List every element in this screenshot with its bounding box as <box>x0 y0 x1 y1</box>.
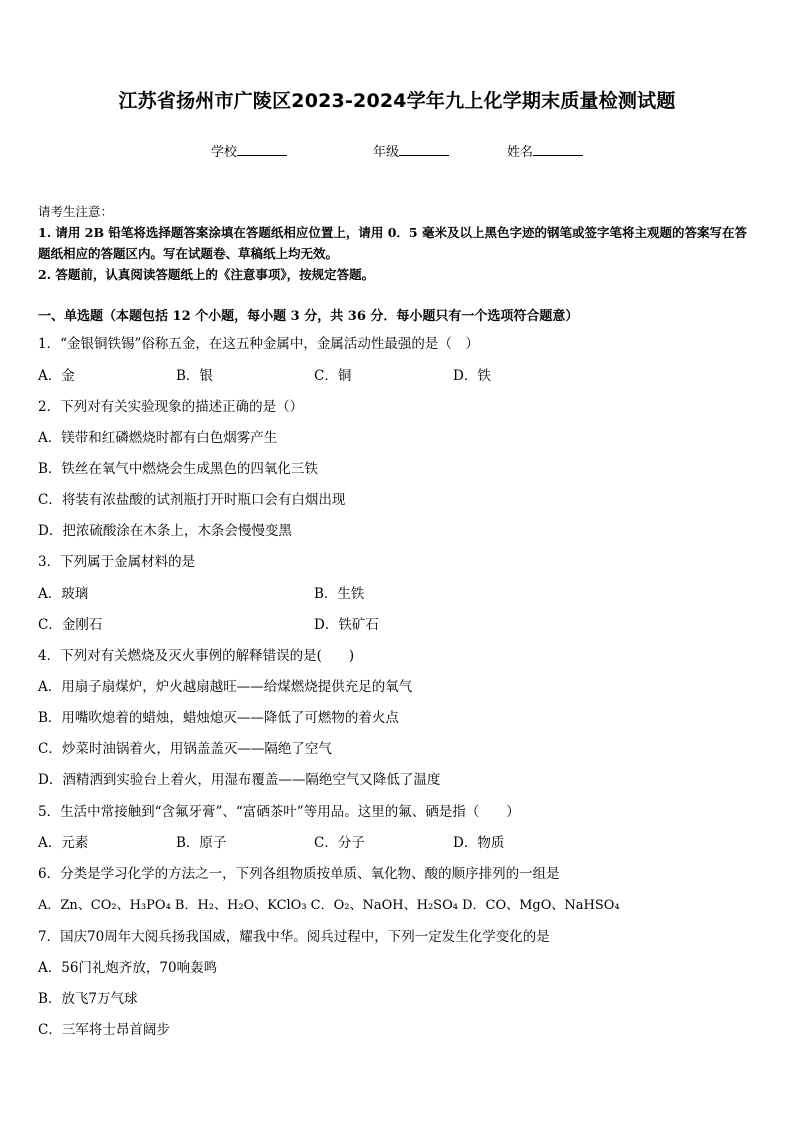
question-5-stem: 5．生活中常接触到“含氟牙膏”、“富硒茶叶”等用品。这里的氟、硒是指（ ） <box>38 804 520 820</box>
question-1-option-c: C．铜 <box>314 368 352 384</box>
grade-label: 年级 <box>373 145 400 160</box>
notice-item-1: 1. 请用 2B 铅笔将选择题答案涂填在答题纸相应位置上，请用 0．5 毫米及以上黑色字迹的钢笔或签字笔将主观题的答案写在答题纸相应的答题区内。写在试题卷、草稿纸上均无效。 <box>38 225 747 261</box>
question-3-stem: 3．下列属于金属材料的是 <box>38 554 196 570</box>
page-title: 江苏省扬州市广陵区2023-2024学年九上化学期末质量检测试题 <box>118 90 676 112</box>
question-5-option-d: D．物质 <box>453 835 505 851</box>
question-7-option-a: A．56门礼炮齐放，70响轰鸣 <box>38 960 218 976</box>
question-5-option-a: A．元素 <box>38 835 89 851</box>
question-6-stem: 6．分类是学习化学的方法之一，下列各组物质按单质、氧化物、酸的顺序排列的一组是 <box>38 866 560 882</box>
section-title: 一、单选题 <box>38 309 104 324</box>
question-4-stem: 4．下列对有关燃烧及灭火事例的解释错误的是( ) <box>38 648 355 664</box>
grade-field <box>373 141 449 160</box>
question-5-option-c: C．分子 <box>314 835 365 851</box>
name-blank <box>533 143 583 156</box>
section-desc: （本题包括 12 个小题，每小题 3 分，共 36 分．每小题只有一个选项符合题意） <box>103 309 579 324</box>
question-4-option-a: A．用扇子扇煤炉，炉火越扇越旺——给煤燃烧提供充足的氧气 <box>38 679 413 695</box>
question-3-option-b: B．生铁 <box>314 586 365 602</box>
question-2-option-a: A．镁带和红磷燃烧时都有白色烟雾产生 <box>38 430 278 446</box>
school-field <box>211 141 287 160</box>
question-2-option-c: C．将装有浓盐酸的试剂瓶打开时瓶口会有白烟出现 <box>38 492 346 508</box>
notice-heading: 请考生注意： <box>38 204 114 219</box>
question-1-stem: 1．“金银铜铁锡”俗称五金，在这五种金属中，金属活动性最强的是（ ） <box>38 336 479 352</box>
question-1-option-d: D．铁 <box>453 368 491 384</box>
question-6-options: A．Zn、CO₂、H₃PO₄ B．H₂、H₂O、KClO₃ C．O₂、NaOH、H₂SO₄ D．CO、MgO、NaHSO₄ <box>38 898 620 913</box>
question-4-option-b: B．用嘴吹熄着的蜡烛，蜡烛熄灭——降低了可燃物的着火点 <box>38 710 399 726</box>
notice-item-2: 2. 答题前，认真阅读答题纸上的《注意事项》，按规定答题。 <box>38 267 375 282</box>
question-3-option-d: D．铁矿石 <box>314 617 379 633</box>
question-1-option-b: B．银 <box>176 368 213 384</box>
notice-block <box>38 201 758 285</box>
section-heading <box>38 305 578 324</box>
question-4-option-d: D．酒精洒到实验台上着火，用湿布覆盖——隔绝空气又降低了温度 <box>38 772 441 788</box>
question-2-option-b: B．铁丝在氧气中燃烧会生成黑色的四氧化三铁 <box>38 461 318 477</box>
question-2-stem: 2．下列对有关实验现象的描述正确的是（） <box>38 399 304 415</box>
question-3-option-c: C．金刚石 <box>38 617 103 633</box>
grade-blank <box>399 143 449 156</box>
question-7-option-b: B．放飞7万气球 <box>38 991 138 1007</box>
question-2-option-d: D．把浓硫酸涂在木条上，木条会慢慢变黑 <box>38 523 292 539</box>
school-label: 学校 <box>211 145 238 160</box>
question-3-option-a: A．玻璃 <box>38 586 89 602</box>
name-label: 姓名 <box>507 145 534 160</box>
question-1-option-a: A．金 <box>38 368 75 384</box>
question-4-option-c: C．炒菜时油锅着火，用锅盖盖灭——隔绝了空气 <box>38 741 332 757</box>
question-5-option-b: B．原子 <box>176 835 227 851</box>
question-7-stem: 7．国庆70周年大阅兵扬我国威，耀我中华。阅兵过程中，下列一定发生化学变化的是 <box>38 929 550 945</box>
school-blank <box>237 143 287 156</box>
question-7-option-c: C．三军将士昂首阔步 <box>38 1022 170 1038</box>
name-field <box>507 141 583 160</box>
